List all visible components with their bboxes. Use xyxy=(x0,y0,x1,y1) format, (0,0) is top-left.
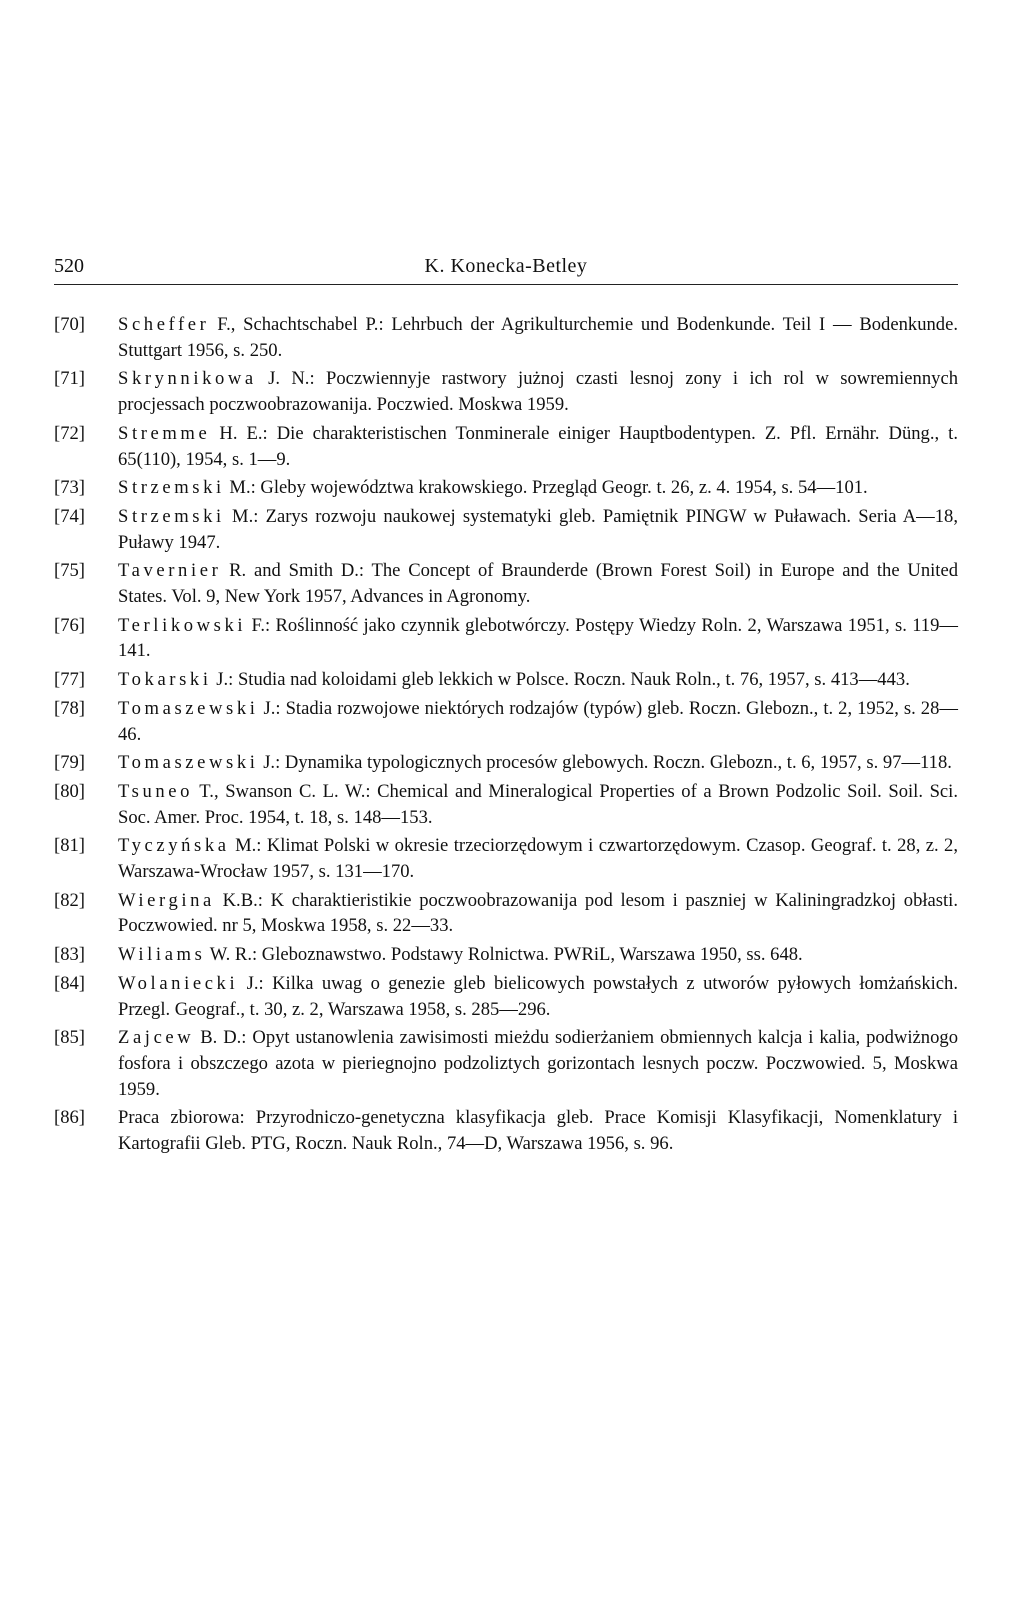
reference-author: Zajcew xyxy=(118,1027,195,1049)
reference-citation: J. N.: Poczwiennyje rastwory jużnoj czasti lesnoj zony i ich rol w sowremiennych procjessach poczwoobrazowanija. Poczwied. Moskwa 1959. xyxy=(118,368,958,416)
reference-text xyxy=(118,366,958,417)
reference-author: Tavernier xyxy=(118,560,222,582)
reference-author: Scheffer xyxy=(118,314,210,335)
reference-citation: J.: Studia nad koloidami gleb lekkich w Polsce. Roczn. Nauk Roln., t. 76, 1957, s. 413—443. xyxy=(211,669,910,691)
reference-item xyxy=(54,888,958,939)
reference-author: Wolaniecki xyxy=(118,972,239,994)
reference-item xyxy=(54,366,958,417)
reference-item xyxy=(54,750,958,776)
reference-text xyxy=(118,613,958,664)
reference-item xyxy=(54,558,958,609)
reference-item xyxy=(54,667,958,693)
reference-author: Stremme xyxy=(118,422,211,444)
reference-item xyxy=(54,613,958,664)
reference-item xyxy=(54,942,958,968)
reference-text xyxy=(118,558,958,609)
page-header xyxy=(54,254,958,285)
reference-author: Tomaszewski xyxy=(118,752,259,774)
reference-citation: Praca zbiorowa: Przyrodniczo-genetyczna klasyfikacja gleb. Prace Komisji Klasyfikacji, Nomenklatury i Kartografii Gleb. PTG, Roczn. Nauk Roln., 74—D, Warszawa 1956, s. 96. xyxy=(118,1107,958,1155)
reference-number: [83] xyxy=(54,944,85,966)
reference-item xyxy=(54,475,958,501)
reference-number: [84] xyxy=(54,972,85,994)
reference-citation: W. R.: Gleboznawstwo. Podstawy Rolnictwa. PWRiL, Warszawa 1950, ss. 648. xyxy=(205,944,803,966)
reference-author: Tomaszewski xyxy=(118,697,259,719)
reference-text xyxy=(118,888,958,939)
reference-item xyxy=(54,1105,958,1156)
reference-citation: B. D.: Opyt ustanowlenia zawisimosti mieżdu sodierżaniem obmiennych kalcja i kalia, podwiżnogo fosfora i obszczego azota w pieriegnojno podzoliztych gorizontach lesnych poczw. Poczwowied. 5, Moskwa 1959. xyxy=(118,1027,958,1100)
reference-number: [80] xyxy=(54,780,85,802)
reference-number: [86] xyxy=(54,1107,85,1129)
reference-author: Wiliams xyxy=(118,944,206,966)
reference-text xyxy=(118,779,958,830)
reference-item xyxy=(54,696,958,747)
reference-citation: M.: Klimat Polski w okresie trzeciorzędowym i czwartorzędowym. Czasop. Geograf. t. 28, z. 2, Warszawa-Wrocław 1957, s. 131—170. xyxy=(118,835,958,883)
reference-item xyxy=(54,421,958,472)
reference-citation: J.: Dynamika typologicznych procesów glebowych. Roczn. Glebozn., t. 6, 1957, s. 97—118. xyxy=(258,752,952,774)
reference-number: [81] xyxy=(54,835,85,857)
reference-author: Wiergina xyxy=(118,889,215,911)
reference-item xyxy=(54,833,958,884)
reference-text xyxy=(118,504,958,555)
reference-number: [73] xyxy=(54,477,85,499)
reference-citation: M.: Zarys rozwoju naukowej systematyki gleb. Pamiętnik PINGW w Puławach. Seria A—18, Puławy 1947. xyxy=(118,505,958,553)
reference-citation: F., Schachtschabel P.: Lehrbuch der Agrikulturchemie und Bodenkunde. Teil I — Bodenkunde. Stuttgart 1956, s. 250. xyxy=(118,314,958,361)
reference-number: [77] xyxy=(54,669,85,691)
reference-citation: T., Swanson C. L. W.: Chemical and Mineralogical Properties of a Brown Podzolic Soil. Soil. Sci. Soc. Amer. Proc. 1954, t. 18, s. 148—153. xyxy=(118,780,958,828)
reference-number: [70] xyxy=(54,314,85,335)
reference-text xyxy=(118,696,958,747)
reference-author: Skrynnikowa xyxy=(118,368,257,390)
page-number: 520 xyxy=(54,255,84,277)
reference-item xyxy=(54,971,958,1022)
reference-number: [85] xyxy=(54,1027,85,1049)
reference-text xyxy=(118,1105,958,1156)
reference-text xyxy=(118,942,958,968)
reference-item xyxy=(54,779,958,830)
reference-number: [79] xyxy=(54,752,85,774)
reference-citation: K.B.: K charaktieristikie poczwoobrazowanija pod lesom i pasznieј w Kaliningradzkoj obłasti. Poczwowied. nr 5, Moskwa 1958, s. 22—33. xyxy=(118,889,958,937)
reference-author: Tsuneo xyxy=(118,780,194,802)
reference-citation: J.: Stadia rozwojowe niektórych rodzajów (typów) gleb. Roczn. Glebozn., t. 2, 1952, s. 28—46. xyxy=(118,697,958,745)
reference-item xyxy=(54,312,958,363)
reference-text xyxy=(118,475,958,501)
reference-text xyxy=(118,833,958,884)
reference-citation: F.: Roślinność jako czynnik glebotwórczy. Postępy Wiedzy Roln. 2, Warszawa 1951, s. 119—141. xyxy=(118,614,958,662)
reference-number: [82] xyxy=(54,889,85,911)
reference-number: [74] xyxy=(54,505,85,527)
reference-text xyxy=(118,1025,958,1102)
reference-citation: H. E.: Die charakteristischen Tonminerale einiger Hauptbodentypen. Z. Pfl. Ernähr. Düng., t. 65(110), 1954, s. 1—9. xyxy=(118,422,958,470)
reference-number: [76] xyxy=(54,614,85,636)
reference-item xyxy=(54,1025,958,1102)
reference-number: [72] xyxy=(54,422,85,444)
reference-text xyxy=(118,312,958,363)
reference-text xyxy=(118,667,958,693)
reference-text xyxy=(118,421,958,472)
reference-citation: M.: Gleby województwa krakowskiego. Przegląd Geogr. t. 26, z. 4. 1954, s. 54—101. xyxy=(224,477,868,499)
reference-number: [78] xyxy=(54,697,85,719)
reference-list xyxy=(54,312,958,1160)
reference-text xyxy=(118,971,958,1022)
reference-author: Tokarski xyxy=(118,669,212,691)
running-head: K. Konecka-Betley xyxy=(424,255,588,277)
reference-author: Tyczyńska xyxy=(118,835,230,857)
reference-author: Strzemski xyxy=(118,505,225,527)
reference-number: [71] xyxy=(54,368,85,390)
reference-citation: J.: Kilka uwag o genezie gleb bielicowych powstałych z utworów pyłowych łomżańskich. Przegl. Geograf., t. 30, z. 2, Warszawa 1958, s. 285—296. xyxy=(118,972,958,1020)
reference-number: [75] xyxy=(54,560,85,582)
reference-item xyxy=(54,504,958,555)
reference-author: Terlikowski xyxy=(118,614,247,636)
reference-citation: R. and Smith D.: The Concept of Braunderde (Brown Forest Soil) in Europe and the United States. Vol. 9, New York 1957, Advances in Agronomy. xyxy=(118,560,958,608)
reference-author: Strzemski xyxy=(118,477,225,499)
reference-text xyxy=(118,750,958,776)
